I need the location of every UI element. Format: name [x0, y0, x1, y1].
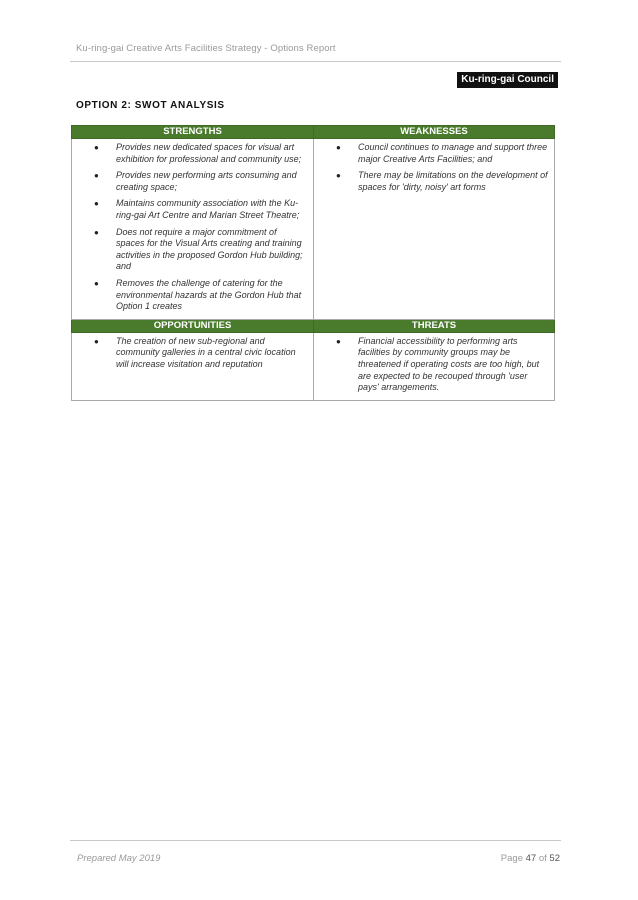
bullet-icon: ●	[94, 143, 99, 152]
opportunities-list	[72, 333, 313, 377]
footer-prepared-date: Prepared May 2019	[77, 853, 161, 864]
section-title: OPTION 2: SWOT ANALYSIS	[76, 100, 225, 111]
swot-list-item	[94, 142, 307, 165]
bullet-icon: ●	[94, 278, 99, 288]
threats-heading: THREATS	[314, 319, 555, 332]
swot-list-item	[94, 277, 307, 313]
swot-list-item-text: Provides new performing arts consuming and creating space;	[116, 170, 297, 192]
swot-list-item-text: Maintains community association with the Ku-ring-gai Art Centre and Marian Street Theatre;	[116, 198, 300, 220]
swot-list-item	[94, 198, 307, 221]
opportunities-cell	[72, 332, 314, 400]
page-prefix: Page	[500, 853, 523, 864]
running-header-title: Ku-ring-gai Creative Arts Facilities Strategy - Options Report	[76, 43, 336, 54]
weaknesses-list	[314, 139, 554, 199]
threats-cell	[314, 332, 555, 400]
bullet-icon: ●	[336, 336, 341, 346]
bullet-icon: ●	[336, 171, 341, 181]
bullet-icon: ●	[94, 227, 99, 237]
swot-content-row-top	[72, 139, 555, 320]
swot-list-item-text: Council continues to manage and support three major Creative Arts Facilities; and	[358, 142, 548, 164]
swot-list-item-text: Does not require a major commitment of spaces for the Visual Arts creating and training activities in the proposed Gordon Hub building; and	[116, 226, 303, 272]
bullet-icon: ●	[336, 143, 341, 152]
swot-list-item	[94, 226, 307, 273]
swot-content-row-bottom	[72, 332, 555, 400]
page-total: 52	[549, 853, 560, 864]
bullet-icon: ●	[94, 336, 99, 346]
swot-list-item	[94, 335, 307, 371]
header-divider	[70, 61, 561, 62]
footer-divider	[70, 840, 561, 841]
swot-header-row-top	[72, 126, 555, 139]
swot-list-item-text: There may be limitations on the development of spaces for 'dirty, noisy' art forms	[358, 170, 548, 192]
strengths-list	[72, 139, 313, 319]
page-current: 47	[525, 853, 537, 864]
page-of: of	[538, 853, 547, 864]
swot-list-item	[336, 170, 548, 193]
swot-table	[71, 125, 555, 401]
footer-page-number	[501, 853, 560, 864]
swot-list-item	[94, 170, 307, 193]
bullet-icon: ●	[94, 171, 99, 181]
swot-list-item-text: Financial accessibility to performing arts facilities by community groups may be threatened if operating costs are too high, but are expected to be recouped through 'user pays' arrangements.	[358, 335, 540, 393]
swot-list-item-text: Removes the challenge of catering for the environmental hazards at the Gordon Hub that Option 1 creates	[116, 277, 302, 312]
weaknesses-cell	[314, 139, 555, 320]
threats-list	[314, 333, 554, 400]
swot-list-item-text: The creation of new sub-regional and community galleries in a central civic location will increase visitation and reputation	[116, 335, 296, 369]
strengths-heading: STRENGTHS	[72, 126, 314, 139]
weaknesses-heading: WEAKNESSES	[314, 126, 555, 139]
council-badge: Ku-ring-gai Council	[457, 72, 558, 88]
swot-list-item	[336, 142, 548, 165]
swot-list-item-text: Provides new dedicated spaces for visual art exhibition for professional and community use;	[116, 142, 302, 164]
strengths-cell	[72, 139, 314, 320]
opportunities-heading: OPPORTUNITIES	[72, 319, 314, 332]
swot-header-row-bottom	[72, 319, 555, 332]
swot-list-item	[336, 335, 548, 394]
bullet-icon: ●	[94, 199, 99, 209]
